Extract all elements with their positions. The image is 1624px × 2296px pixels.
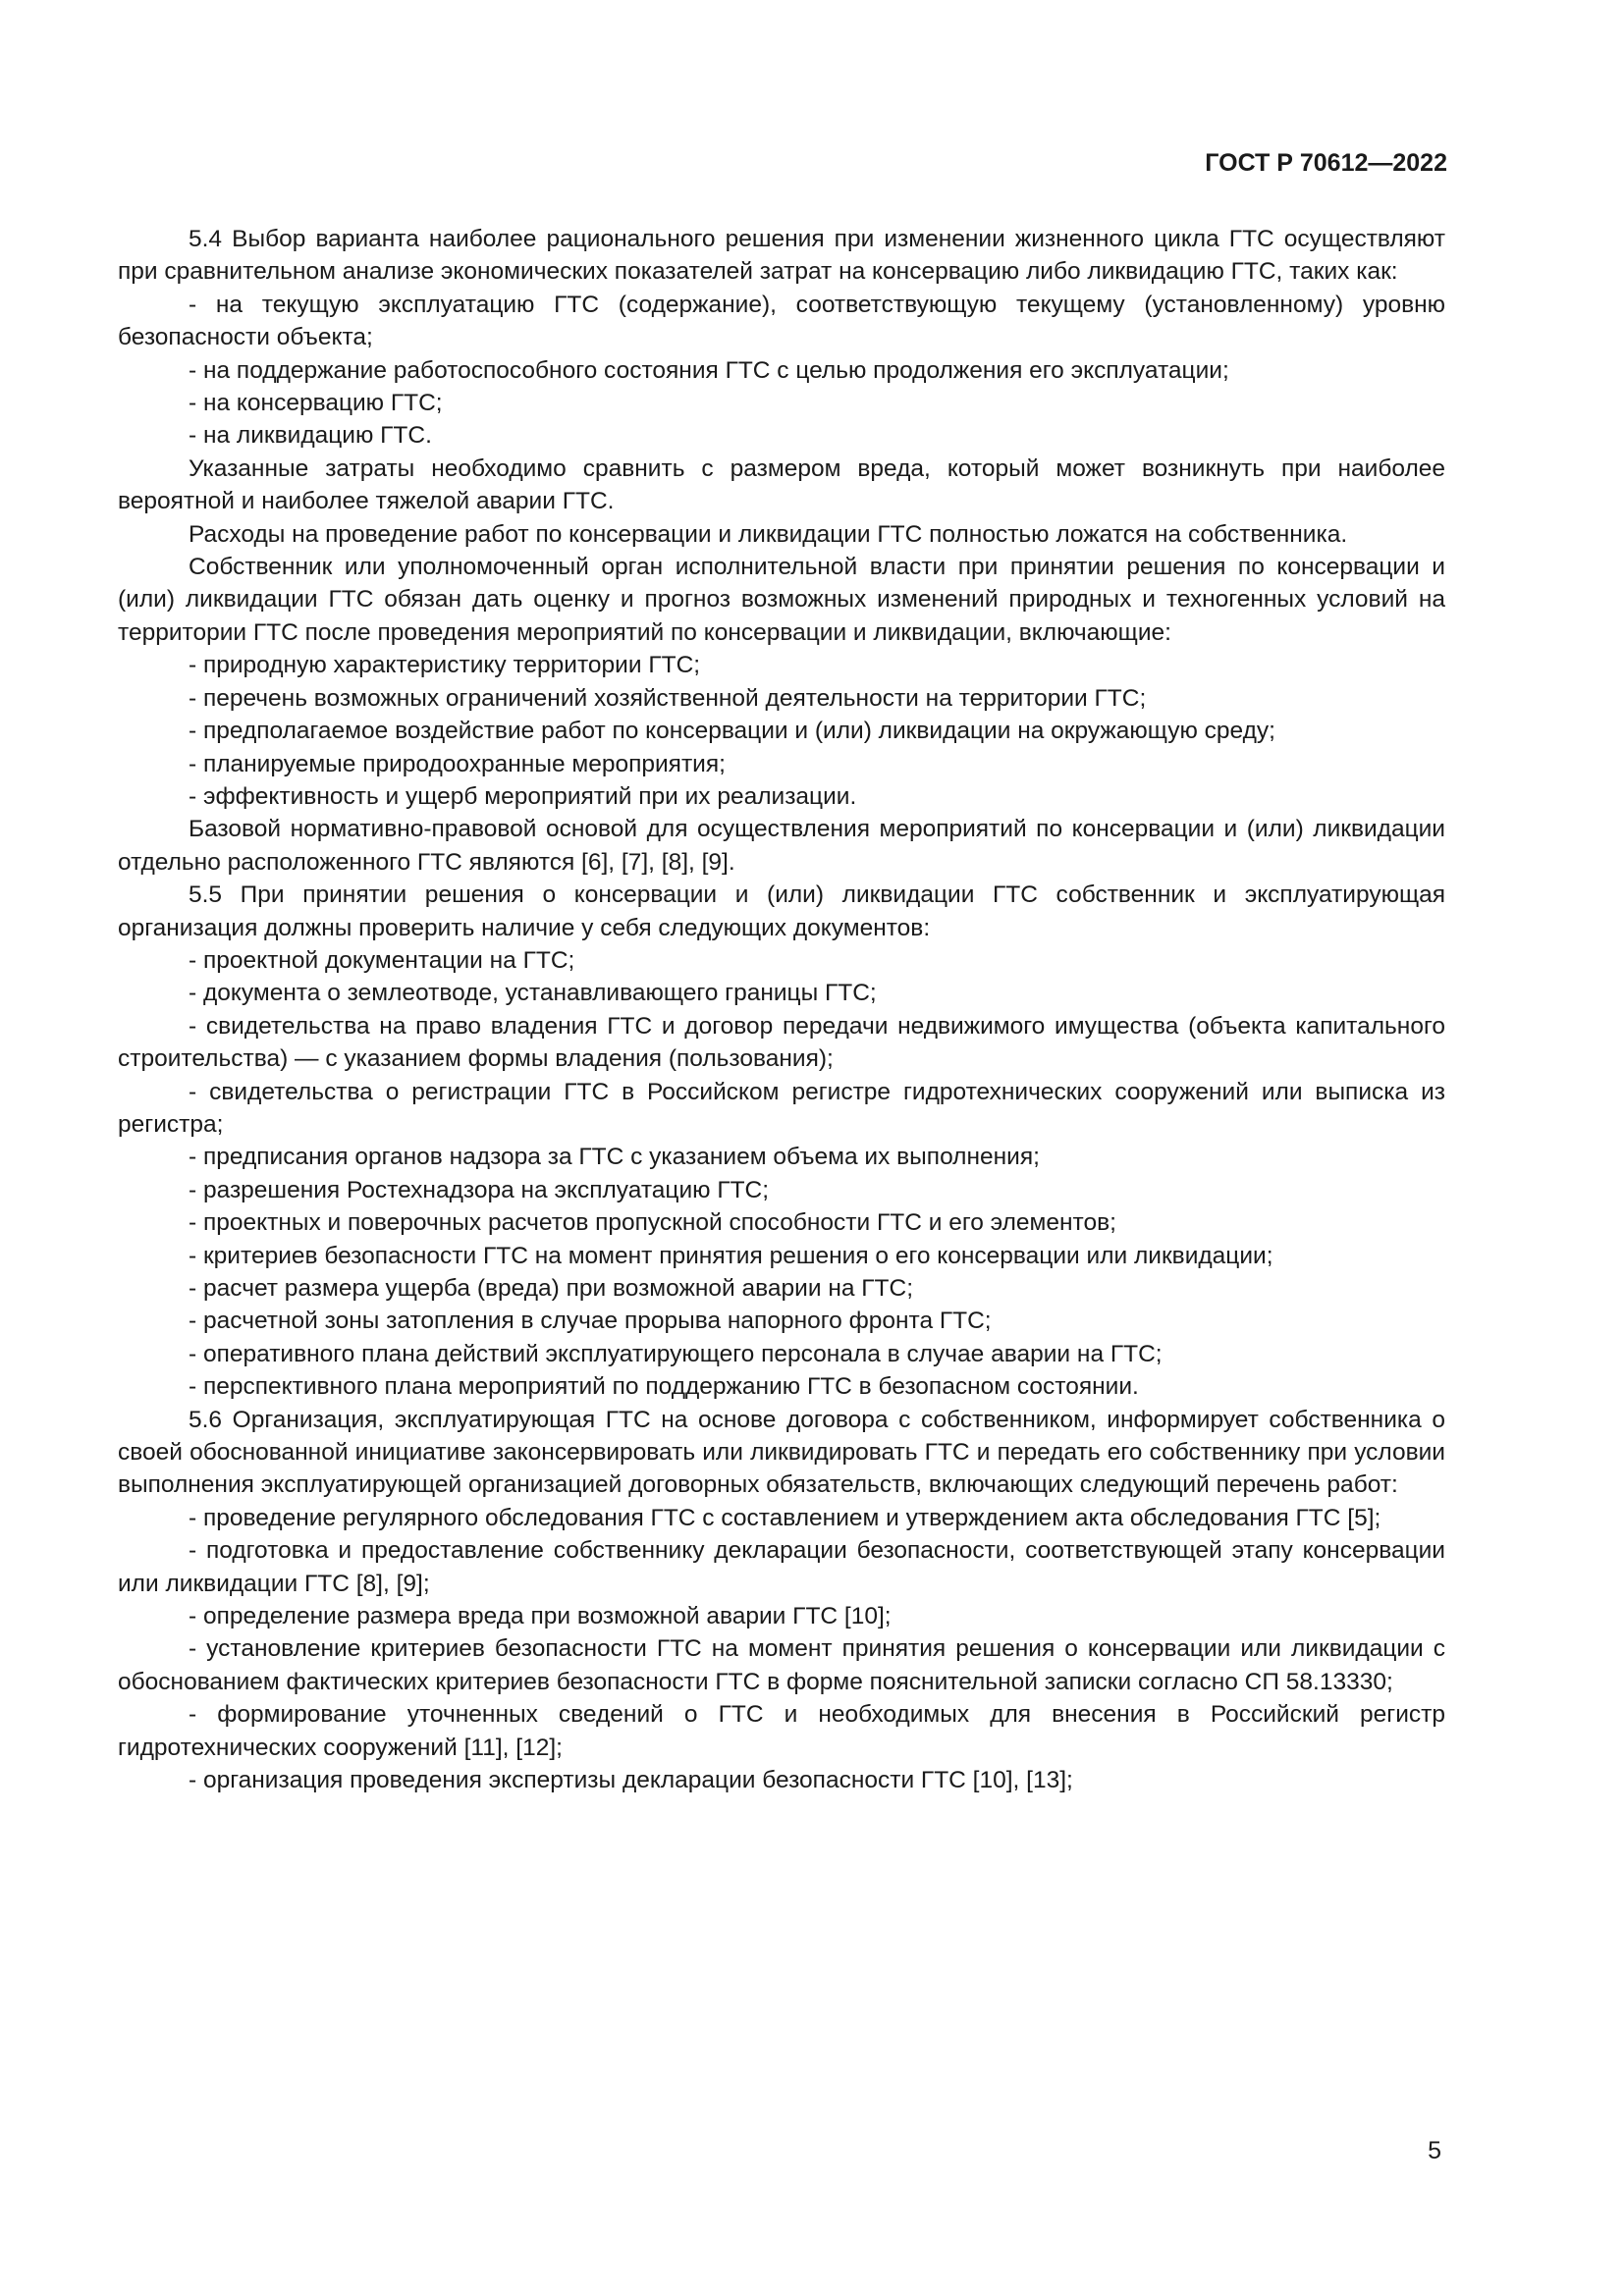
page-number: 5 — [1428, 2137, 1441, 2164]
list-item: - перспективного плана мероприятий по поддержанию ГТС в безопасном состоянии. — [189, 1373, 1139, 1401]
list-item: - эффективность и ущерб мероприятий при их реализации. — [189, 782, 857, 810]
list-item: - на поддержание работоспособного состояния ГТС с целью продолжения его эксплуатации; — [189, 356, 1229, 384]
list-item: - оперативного плана действий эксплуатирующего персонала в случае аварии на ГТС; — [189, 1340, 1163, 1367]
list-item: - перечень возможных ограничений хозяйственной деятельности на территории ГТС; — [189, 684, 1147, 712]
list-item: - проектных и поверочных расчетов пропускной способности ГТС и его элементов; — [189, 1209, 1116, 1237]
list-item: - критериев безопасности ГТС на момент принятия решения о его консервации или ликвидации; — [189, 1242, 1273, 1269]
paragraph: Базовой нормативно-правовой основой для осуществления мероприятий по консервации и (или) ликвидации отдельно расположенного ГТС являются [6], [7], [8], [9]. — [118, 816, 1445, 876]
list-item: - расчет размера ущерба (вреда) при возможной аварии на ГТС; — [189, 1275, 914, 1302]
list-item: - свидетельства о регистрации ГТС в Российском регистре гидротехнических сооружений или выписка из регистра; — [118, 1078, 1445, 1138]
document-id-header: ГОСТ Р 70612—2022 — [1205, 149, 1447, 177]
list-item: - формирование уточненных сведений о ГТС и необходимых для внесения в Российский регистр гидротехнических сооружений [11], [12]; — [118, 1701, 1445, 1761]
paragraph: 5.5 При принятии решения о консервации и (или) ликвидации ГТС собственник и эксплуатирующая организация должны проверить наличие у себя следующих документов: — [118, 881, 1445, 941]
list-item: - подготовка и предоставление собственнику декларации безопасности, соответствующей этапу консервации или ликвидации ГТС [8], [9]; — [118, 1537, 1445, 1597]
list-item: - проведение регулярного обследования ГТС с составлением и утверждением акта обследования ГТС [5]; — [189, 1504, 1381, 1531]
list-item: - предписания органов надзора за ГТС с указанием объема их выполнения; — [189, 1144, 1040, 1171]
list-item: - проектной документации на ГТС; — [189, 946, 575, 974]
list-item: - на текущую эксплуатацию ГТС (содержание), соответствующую текущему (установленному) уровню безопасности объекта; — [118, 291, 1445, 351]
list-item: - природную характеристику территории ГТС; — [189, 652, 701, 679]
paragraph: Собственник или уполномоченный орган исполнительной власти при принятии решения по консервации и (или) ликвидации ГТС обязан дать оценку и прогноз возможных изменений природных и техногенных условий на территории ГТС после проведения мероприятий по консервации и ликвидации, включающие: — [118, 554, 1445, 646]
list-item: - расчетной зоны затопления в случае прорыва напорного фронта ГТС; — [189, 1308, 992, 1335]
paragraph: 5.6 Организация, эксплуатирующая ГТС на основе договора с собственником, информирует собственника о своей обоснованной инициативе законсервировать или ликвидировать ГТС и передать его собственнику при условии выполнения эксплуатирующей организацией договорных обязательств, включающих следующий перечень работ: — [118, 1406, 1445, 1499]
paragraph: Указанные затраты необходимо сравнить с размером вреда, который может возникнуть при наиболее вероятной и наиболее тяжелой аварии ГТС. — [118, 454, 1445, 515]
list-item: - на консервацию ГТС; — [189, 390, 443, 417]
list-item: - разрешения Ростехнадзора на эксплуатацию ГТС; — [189, 1176, 770, 1203]
list-item: - определение размера вреда при возможной аварии ГТС [10]; — [189, 1603, 892, 1630]
paragraph: 5.4 Выбор варианта наиболее рационального решения при изменении жизненного цикла ГТС осуществляют при сравнительном анализе экономических показателей затрат на консервацию либо ликвидацию ГТС, таких как: — [118, 226, 1445, 286]
list-item: - организация проведения экспертизы декларации безопасности ГТС [10], [13]; — [189, 1767, 1073, 1794]
list-item: - планируемые природоохранные мероприятия; — [189, 750, 726, 777]
list-item: - установление критериев безопасности ГТС на момент принятия решения о консервации или ликвидации с обоснованием фактических критериев безопасности ГТС в форме пояснительной записки согласно СП 58.13330; — [118, 1635, 1445, 1695]
list-item: - на ликвидацию ГТС. — [189, 422, 432, 450]
list-item: - свидетельства на право владения ГТС и договор передачи недвижимого имущества (объекта капитального строительства) — с указанием формы владения (пользования); — [118, 1012, 1445, 1073]
list-item: - документа о землеотводе, устанавливающего границы ГТС; — [189, 980, 877, 1007]
document-body — [118, 223, 1445, 1797]
paragraph: Расходы на проведение работ по консервации и ликвидации ГТС полностью ложатся на собственника. — [189, 520, 1348, 548]
list-item: - предполагаемое воздействие работ по консервации и (или) ликвидации на окружающую среду; — [189, 718, 1275, 745]
